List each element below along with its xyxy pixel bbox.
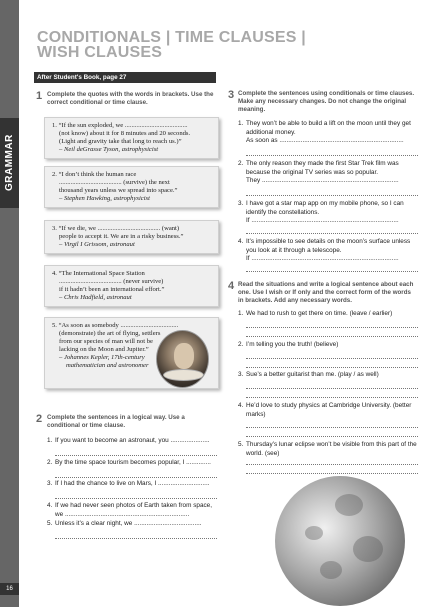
item-prompt: As soon as ......................................................................	[246, 137, 404, 145]
quote-line: (demonstrate) the art of flying, settlers	[59, 330, 161, 338]
item-text: By the time space tourism becomes popular, I ..............	[55, 459, 211, 466]
item-text: If I had the chance to live on Mars, I .............................	[55, 480, 210, 487]
ex3-item-4	[238, 238, 418, 264]
item-text: Thursday’s lunar eclipse won’t be visible from this part of the world. (see)	[246, 441, 417, 457]
item-number: 5.	[238, 441, 244, 448]
exercise-3-number: 3	[228, 89, 235, 101]
answer-line[interactable]	[246, 397, 418, 398]
answer-line[interactable]	[246, 233, 418, 234]
answer-line[interactable]	[246, 155, 418, 156]
quote-box-2	[44, 166, 219, 208]
moon-crater	[353, 536, 383, 562]
page-title	[37, 30, 417, 60]
item-prompt: They .............................................................................	[246, 177, 399, 185]
ex4-item-2	[238, 341, 418, 350]
quote-box-4	[44, 265, 219, 307]
sidebar	[0, 0, 19, 607]
item-number: 2.	[238, 341, 244, 348]
quote-author: – Stephen Hawking, astrophysicist	[59, 195, 150, 203]
item-text: He’d love to study physics at Cambridge University. (better marks)	[246, 402, 412, 418]
answer-line[interactable]	[246, 464, 418, 465]
quote-box-3	[44, 220, 219, 254]
answer-line[interactable]	[55, 538, 217, 539]
item-prompt: If ...................................................................................	[246, 217, 399, 225]
quote-box-1	[44, 117, 219, 159]
item-number: 1.	[238, 120, 244, 127]
item-text: Sue’s a better guitarist than me. (play / as well)	[246, 371, 379, 378]
exercise-4-number: 4	[228, 280, 235, 292]
quote-line: 3. “If we die, we ...................................... (want)	[52, 225, 180, 232]
moon-image	[275, 476, 405, 606]
item-number: 4.	[47, 502, 53, 509]
portrait-ruff	[163, 369, 204, 381]
answer-line[interactable]	[55, 498, 217, 499]
item-text: We had to rush to get there on time. (leave / earlier)	[246, 310, 393, 317]
moon-crater	[305, 526, 323, 540]
portrait-face	[174, 343, 194, 369]
ex2-item-5	[47, 520, 217, 529]
quote-line: if it hadn’t been an international effort.”	[59, 286, 165, 294]
quote-author: – Johannes Kepler, 17th-century	[59, 354, 145, 362]
reference-bar: After Student's Book, page 27	[34, 72, 216, 83]
quote-line: (not know) about it for 8 minutes and 20 seconds.	[59, 130, 191, 138]
answer-line[interactable]	[246, 427, 418, 428]
ex3-item-1	[238, 120, 418, 146]
answer-line[interactable]	[246, 367, 418, 368]
answer-line[interactable]	[246, 195, 418, 196]
quote-line: lacking on the Moon and Jupiter.”	[59, 346, 149, 354]
ex2-item-1	[47, 437, 217, 446]
item-number: 3.	[238, 371, 244, 378]
item-text: The only reason they made the first Star Trek film was because the original TV series was so popular.	[246, 160, 399, 176]
page-number: 16	[0, 583, 19, 595]
exercise-2-number: 2	[36, 413, 43, 425]
item-text: They won’t be able to build a lift on the moon until they get additional money.	[246, 120, 411, 136]
title-line-1: CONDITIONALS | TIME CLAUSES |	[37, 29, 306, 46]
quote-line: 4. “The International Space Station	[52, 270, 145, 277]
ex4-item-4	[238, 402, 418, 419]
answer-line[interactable]	[246, 436, 418, 437]
item-number: 1.	[238, 310, 244, 317]
item-number: 3.	[47, 480, 53, 487]
moon-crater	[335, 494, 363, 516]
kepler-portrait-image	[156, 330, 209, 388]
item-number: 4.	[238, 402, 244, 409]
item-number: 3.	[238, 200, 244, 207]
item-number: 1.	[47, 437, 53, 444]
item-number: 2.	[238, 160, 244, 167]
moon-crater	[320, 561, 342, 579]
exercise-2-instruction: Complete the sentences in a logical way. Use a conditional or time clause.	[47, 414, 185, 429]
answer-line[interactable]	[246, 336, 418, 337]
item-text-cont: we ......................................................................	[55, 510, 190, 518]
answer-line[interactable]	[55, 455, 217, 456]
ex4-item-1	[238, 310, 418, 319]
quote-author: – Chris Hadfield, astronaut	[59, 294, 132, 302]
answer-line[interactable]	[55, 477, 217, 478]
quote-line: (Light and gravity take that long to reach us.)”	[59, 138, 182, 146]
answer-line[interactable]	[246, 388, 418, 389]
quote-line: 1. “If the sun exploded, we ......................................	[52, 122, 188, 129]
item-text: If we had never seen photos of Earth taken from space,	[55, 502, 213, 509]
quote-author: – Virgil I Grissom, astronaut	[59, 241, 135, 249]
ex4-item-5	[238, 441, 418, 458]
exercise-1-number: 1	[36, 90, 43, 102]
exercise-1-instruction: Complete the quotes with the words in brackets. Use the correct conditional or time clause.	[47, 91, 214, 106]
item-text: Unless it’s a clear night, we ......................................	[55, 520, 202, 527]
ex3-item-3	[238, 200, 418, 226]
section-label: GRAMMAR	[0, 118, 19, 208]
quote-author: – Neil deGrasse Tyson, astrophysicist	[59, 146, 159, 154]
exercise-4-instruction: Read the situations and write a logical sentence about each one. Use I wish or If only and the correct form of the words in brackets. Add any necessary words.	[238, 281, 414, 304]
item-text: I’m telling you the truth! (believe)	[246, 341, 339, 348]
ex3-item-2	[238, 160, 418, 186]
ex2-item-3	[47, 480, 217, 489]
quote-author-role: mathematician and astronomer	[66, 362, 149, 370]
ex2-item-2	[47, 459, 217, 468]
item-number: 2.	[47, 459, 53, 466]
item-number: 5.	[47, 520, 53, 527]
quote-line: 5. “As soon as somebody ...................................	[52, 322, 179, 329]
answer-line[interactable]	[246, 473, 418, 474]
exercise-3-instruction: Complete the sentences using conditionals or time clauses. Make any necessary changes. Do not change the original meaning.	[238, 90, 415, 113]
quote-line: from our species of man will not be	[59, 338, 153, 346]
item-text: I have got a star map app on my mobile phone, so I can identify the constellations.	[246, 200, 404, 216]
item-text: It’s impossible to see details on the moon’s surface unless you look at it through a telescope.	[246, 238, 411, 254]
item-text: If you want to become an astronaut, you ......................	[55, 437, 210, 444]
quote-line: thousand years unless we spread into space.”	[59, 187, 178, 195]
answer-line[interactable]	[246, 271, 418, 272]
quote-line: 2. “I don’t think the human race	[52, 171, 137, 178]
quote-line: ...................................... (survive) the next	[59, 179, 170, 187]
quote-line: people to accept it. We are in a risky business.”	[59, 233, 184, 241]
answer-line[interactable]	[246, 327, 418, 328]
title-line-2: WISH CLAUSES	[37, 44, 163, 61]
answer-line[interactable]	[246, 358, 418, 359]
item-number: 4.	[238, 238, 244, 245]
ex4-item-3	[238, 371, 418, 380]
item-prompt: If ...................................................................................	[246, 255, 399, 263]
ex2-item-4	[47, 502, 217, 519]
quote-line: ...................................... (never survive)	[59, 278, 164, 286]
